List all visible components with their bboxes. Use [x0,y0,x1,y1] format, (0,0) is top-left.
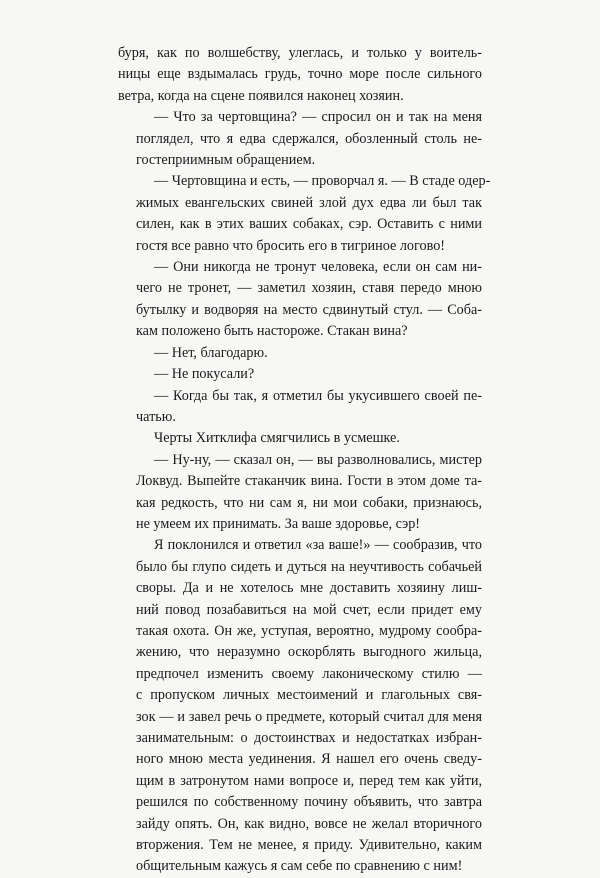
text-line: — Ну-ну, — сказал он, — вы разволновались, мистер [154,451,482,468]
paragraph [118,43,482,107]
text-line: жимых евангельских свиней злой дух едва ли был так [136,194,482,211]
paragraph [118,171,491,257]
text-line: зайду опять. Он, как видно, вовсе не желал вторичного [136,815,482,832]
text-line: — Они никогда не тронут человека, если он сам ни- [154,259,482,276]
text-line: кам положено быть настороже. Стакан вина? [136,323,408,340]
text-line: силен, как в этих ваших собаках, сэр. Оставить с ними [136,216,482,233]
paragraph [118,450,482,536]
text-line: ветра, когда на сцене появился наконец хозяин. [118,87,404,104]
text-line: ний повод позабавиться на мой счет, если придет ему [136,601,482,618]
paragraph [118,386,482,429]
text-line: не умеем их принимать. За ваше здоровье, сэр! [136,515,421,532]
text-line: — Чертовщина и есть, — проворчал я. — В стаде одер- [154,173,491,190]
text-line: своры. Да и не хотелось мне доставить хозяину лиш- [136,580,482,597]
text-line: предпочел изменить своему лаконическому стилю — [136,665,482,682]
text-line: — Не покусали? [154,366,255,383]
text-line: было бы глупо сидеть и дуться на неучтивость собачьей [136,558,482,575]
text-line: Локвуд. Выпейте стаканчик вина. Гости в этом доме та- [136,473,482,490]
paragraph [118,364,482,385]
text-line: Черты Хитклифа смягчились в усмешке. [154,430,400,447]
text-line: — Нет, благодарю. [154,344,268,361]
text-line: ницы еще вздымалась грудь, точно море после сильного [118,66,482,83]
text-line: зок — и завел речь о предмете, который считал для меня [136,708,482,725]
text-line: решился по собственному почину объявить, что завтра [136,794,482,811]
text-line: — Когда бы так, я отметил бы укусившего своей пе- [154,387,482,404]
text-line: такая охота. Он же, уступая, вероятно, мудрому сообра- [136,622,482,639]
paragraph [118,535,482,878]
text-line: гостя все равно что бросить его в тигриное логово! [136,237,446,254]
text-line: общительным кажусь я сам себе по сравнению с ним! [136,858,463,875]
text-line: кая редкость, что ни сам я, ни мои собаки, признаюсь, [136,494,482,511]
paragraph [118,107,482,171]
text-line: вторжения. Тем не менее, я приду. Удивительно, каким [136,837,482,854]
text-line: занимательным: о достоинствах и недостатках избран- [136,730,482,746]
text-line: буря, как по волшебству, улеглась, и только у воитель- [118,45,482,61]
text-line: чего не тронет, — заметил хозяин, ставя передо мною [136,280,482,297]
text-line: чатью. [136,408,176,425]
text-line: ного мною места уединения. Я нашел его очень сведу- [136,751,482,768]
text-line: поглядел, что я едва сдержался, обозленный столь не- [136,130,482,147]
text-line: с пропуском личных местоимений и глагольных свя- [136,687,482,704]
text-line: щим в затронутом нами вопросе и, перед тем как уйти, [136,772,482,789]
paragraph [118,257,482,343]
book-page [118,43,491,878]
paragraph [118,343,482,364]
text-line: гостеприимным обращением. [136,152,316,169]
text-line: — Что за чертовщина? — спросил он и так на меня [154,109,482,126]
text-line: жению, что неразумно оскорблять выгодного жильца, [136,644,482,661]
text-line: Я поклонился и ответил «за ваше!» — сообразив, что [154,537,482,554]
text-line: бутылку и водворяя на место сдвинутый стул. — Соба- [136,301,482,318]
paragraph [118,428,482,449]
